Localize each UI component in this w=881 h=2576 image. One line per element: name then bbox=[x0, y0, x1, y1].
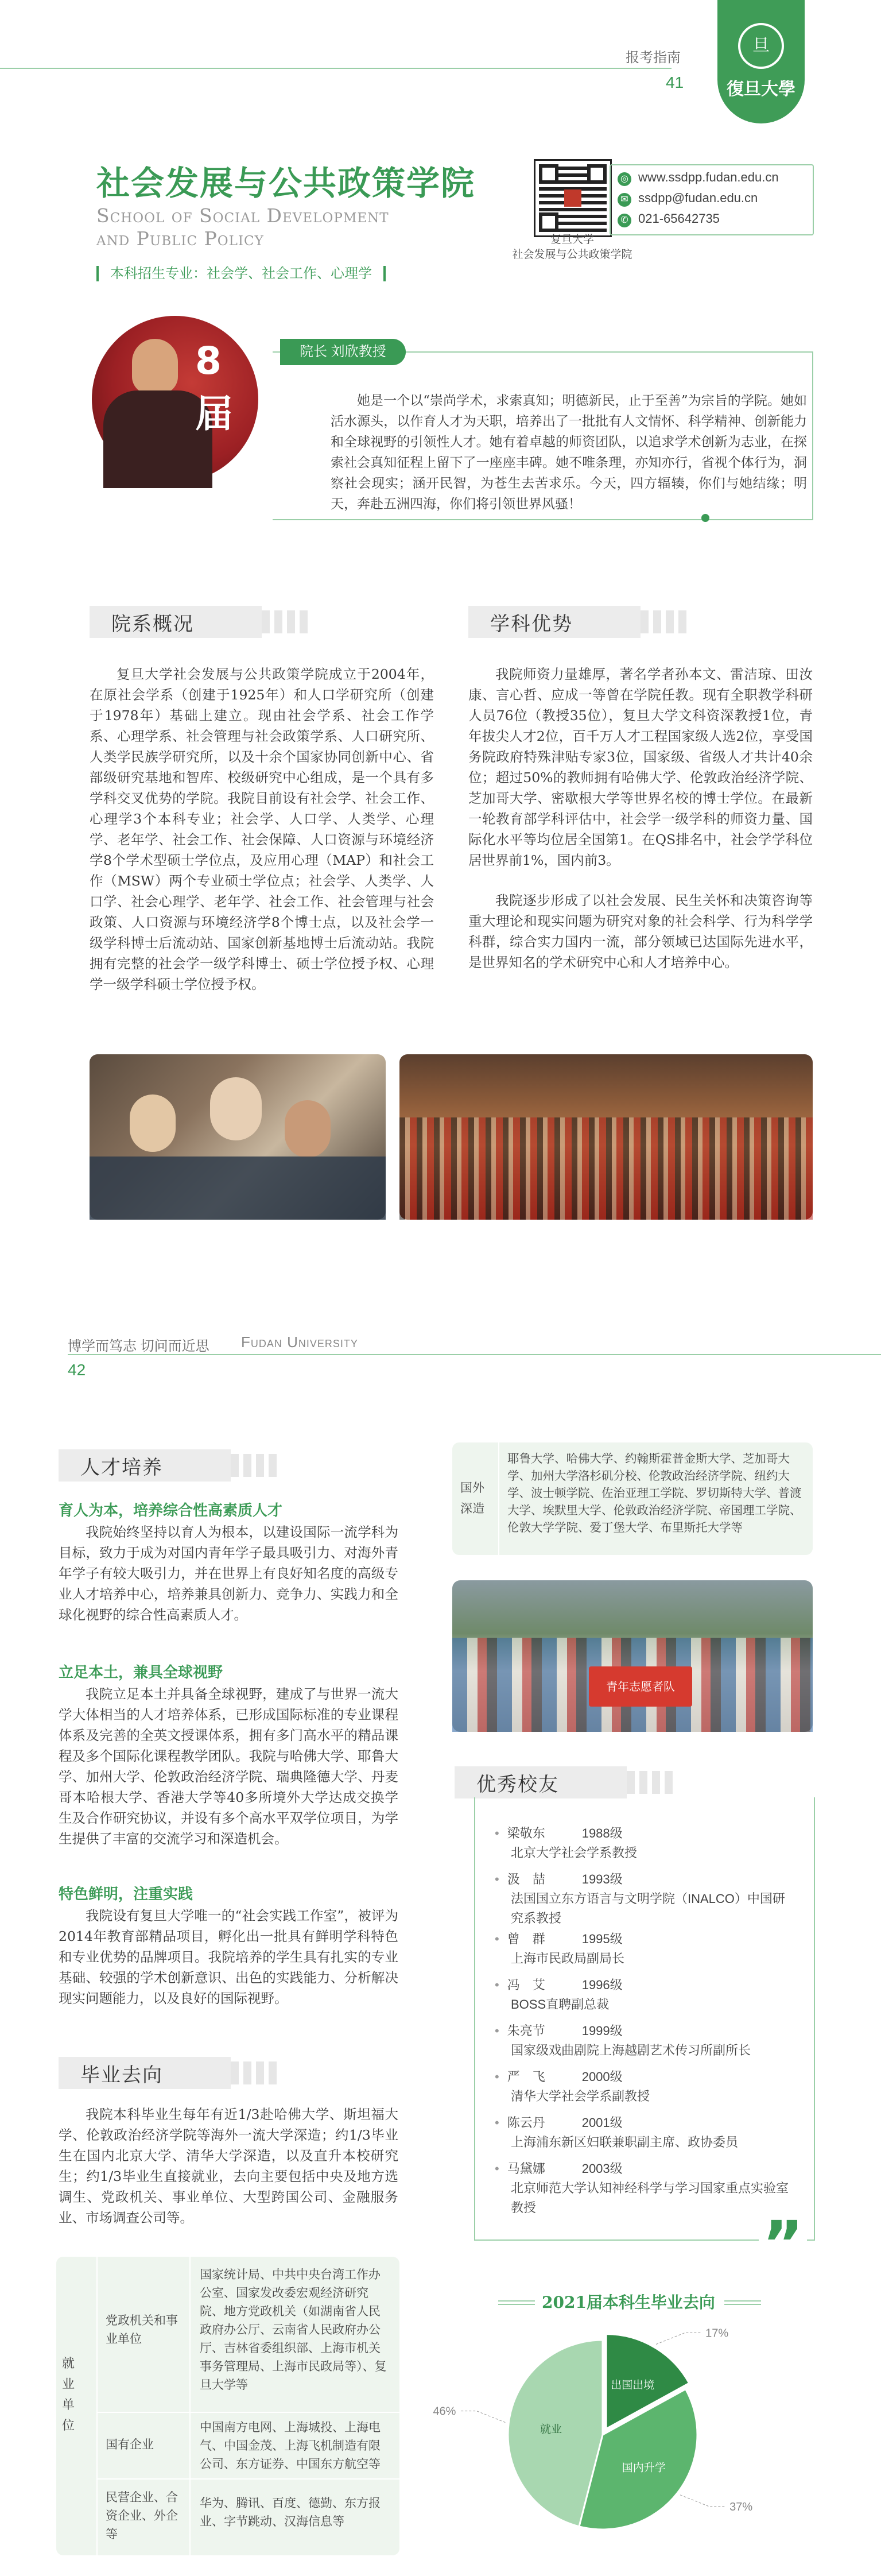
university-logo-icon: 旦 bbox=[738, 23, 784, 69]
alumni-desc: 上海市民政局副局长 bbox=[511, 1951, 625, 1966]
alumni-year: 1988级 bbox=[581, 1826, 623, 1840]
talent-sub-3: 特色鲜明，注重实践 bbox=[59, 1886, 193, 1903]
alumni-item: • 马黛娜 2003级 北京师范大学认知神经科学与学习国家重点实验室教授 bbox=[495, 2159, 793, 2218]
university-badge bbox=[717, 0, 805, 123]
pie-slice-label: 就业 bbox=[540, 2423, 562, 2436]
alumni-desc: 国家级戏曲剧院上海越剧艺术传习所副所长 bbox=[511, 2043, 751, 2057]
employment-label: 就业单位 bbox=[62, 2356, 75, 2432]
alumni-year: 2003级 bbox=[581, 2161, 623, 2176]
volunteer-group-photo bbox=[452, 1580, 813, 1732]
talent-text-1: 我院始终坚持以育人为根本，以建设国际一流学科为目标，致力于成为对国内青年学子最具吸引力、对海外青年学子有较大吸引力，并在世界上有良好知名度的高级专业人才培养中心，培养兼具创新力、竞争力、实践力和全球化视野的综合性高素质人才。 bbox=[59, 1524, 398, 1623]
badge-text: 復旦大學 bbox=[727, 79, 795, 99]
majors-line: 本科招生专业：社会学、社会工作、心理学 bbox=[96, 262, 386, 282]
alumni-item: • 朱亮节 1999级 国家级戏曲剧院上海越剧艺术传习所副所长 bbox=[495, 2021, 793, 2060]
alumni-desc: 法国国立东方语言与文明学院（INALCO）中国研究系教授 bbox=[511, 1892, 785, 1925]
alumni-name: 陈云丹 bbox=[507, 2115, 545, 2130]
pie-leader-line bbox=[656, 2333, 702, 2344]
college-title-en-2: and Public Policy bbox=[96, 227, 264, 250]
advantage-text-1: 我院师资力量雄厚，著名学者孙本文、雷洁琼、田汝康、言心哲、应成一等曾在学院任教。现有全职教学科研人员76位（教授35位），复旦大学文科资深教授1位，青年拔尖人才2位，百千万人才工程国家级人选2位，享受国务院政府特殊津贴专家3位，国家级、省级人才共计40余位；超过50%的教师拥有哈佛大学、伦敦政治经济学院、芝加哥大学、密歇根大学等世界名校的博士学位。在最新一轮教育部学科评估中，社会学一级学科的师资力量、国际化水平等均位居全国第1。在QS排名中，社会学学科位居世界前1%，国内前3。 bbox=[468, 666, 813, 868]
pie-percent-label: 17% bbox=[705, 2327, 729, 2340]
alumni-name: 冯 艾 bbox=[507, 1978, 545, 1992]
overview-text: 复旦大学社会发展与公共政策学院成立于2004年，在原社会学系（创建于1925年）和人口学研究所（创建于1978年）基础上建立。现由社会学系、社会工作学系、心理学系、社会管理与社会政策学系、人口研究所、人类学民族学研究所，以及十余个国家协同创新中心、省部级研究基地和智库、校级研究中心组成，是一个具有多学科交叉优势的学院。我院目前设有社会学、社会工作、心理学3个本科专业；社会学、人口学、人类学、心理学、老年学、社会工作、社会保障、人口资源与环境经济学8个学术型硕士学位点，及应用心理（MAP）和社会工作（MSW）两个专业硕士学位点；社会学、人类学、人口学、社会心理学、老年学、社会工作、社会管理与社会政策、人口资源与环境经济学8个博士点，以及社会学一级学科博士后流动站、国家创新基地博士后流动站。我院拥有完整的社会学一级学科博士、硕士学位授予权、心理学一级学科硕士学位授予权。 bbox=[90, 666, 434, 992]
qr-caption-1: 复旦大学 bbox=[550, 234, 594, 246]
dean-photo: 8届 bbox=[92, 316, 258, 482]
quote-mark-icon: ” bbox=[759, 2215, 807, 2273]
pie-slice-label: 国内升学 bbox=[622, 2462, 666, 2474]
employ-val-1: 中国南方电网、上海城投、上海电气、中国金茂、上海飞机制造有限公司、东方证券、中国东方航空等 bbox=[200, 2421, 381, 2471]
talent-text-2: 我院立足本土并具备全球视野，建成了与世界一流大学大体相当的人才培养体系，已形成国际标准的专业课程体系及完善的全英文授课体系，拥有多门高水平的精品课程及多个国际化课程教学团队。我院与哈佛大学、耶鲁大学、加州大学、伦敦政治经济学院、瑞典隆德大学、丹麦哥本哈根大学、香港大学等40多所境外大学达成交换学生及合作研究协议，并设有多个高水平双学位项目，为学生提供了丰富的交流学习和深造机会。 bbox=[59, 1686, 398, 1847]
employ-cat-2: 民营企业、合资企业、外企等 bbox=[106, 2491, 178, 2541]
talent-title: 人才培养 bbox=[59, 1449, 231, 1482]
page-number: 41 bbox=[666, 74, 684, 91]
dean-frame-dot bbox=[701, 514, 709, 522]
alumni-item: • 冯 艾 1996级 BOSS直聘副总裁 bbox=[495, 1975, 793, 2014]
college-title-cn: 社会发展与公共政策学院 bbox=[96, 164, 476, 203]
phone-icon: ✆ bbox=[618, 214, 631, 227]
overview-title: 院系概况 bbox=[90, 606, 262, 638]
contact-email[interactable]: ✉ ssdpp@fudan.edu.cn bbox=[618, 191, 758, 207]
talent-sub-1: 育人为本，培养综合性高素质人才 bbox=[59, 1502, 283, 1519]
alumni-item: • 梁敬东 1988级 北京大学社会学系教授 bbox=[495, 1824, 793, 1863]
college-title-en-1: School of Social Development bbox=[96, 204, 389, 227]
alumni-name: 马黛娜 bbox=[507, 2161, 545, 2176]
career-text: 我院本科毕业生每年有近1/3赴哈佛大学、斯坦福大学、伦敦政治经济学院等海外一流大学深造；约1/3毕业生在国内北京大学、清华大学深造，以及直升本校研究生；约1/3毕业生直接就业，去向主要包括中央及地方选调生、党政机关、事业单位、大型跨国公司、金融服务业、市场调查公司等。 bbox=[59, 2106, 398, 2226]
alumni-name: 汲 喆 bbox=[507, 1872, 545, 1886]
mail-icon: ✉ bbox=[618, 193, 631, 207]
pie-slice-label: 出国出境 bbox=[611, 2379, 655, 2392]
pie-title-rule-right bbox=[724, 2300, 761, 2305]
alumni-year: 1993级 bbox=[581, 1872, 623, 1886]
talent-sub-2: 立足本土，兼具全球视野 bbox=[59, 1664, 223, 1681]
advantage-title: 学科优势 bbox=[468, 606, 641, 638]
alumni-year: 1999级 bbox=[581, 2024, 623, 2038]
alumni-name: 梁敬东 bbox=[507, 1826, 545, 1840]
alumni-desc: BOSS直聘副总裁 bbox=[511, 1997, 610, 2012]
employ-cat-1: 国有企业 bbox=[106, 2438, 154, 2451]
page2-running-head-en: Fudan University bbox=[241, 1333, 358, 1351]
page2-number: 42 bbox=[68, 1361, 86, 1379]
employment-table bbox=[56, 2257, 399, 2555]
advantage-text-2: 我院逐步形成了以社会发展、民生关怀和决策咨询等重大理论和现实问题为研究对象的社会科学、行为科学学科群，综合实力国内一流，部分领域已达国际先进水平，是世界知名的学术研究中心和人才培养中心。 bbox=[468, 892, 813, 970]
alumni-name: 朱亮节 bbox=[507, 2024, 545, 2038]
alumni-desc: 上海浦东新区妇联兼职副主席、政协委员 bbox=[511, 2135, 739, 2149]
volunteer-banner: 青年志愿者队 bbox=[589, 1666, 692, 1707]
alumni-desc: 北京大学社会学系教授 bbox=[511, 1846, 638, 1860]
employ-val-0: 国家统计局、中共中央台湾工作办公室、国家发改委宏观经济研究院、地方党政机关（如湖南省人民政府办公厅、云南省人民政府办公厅、吉林省委组织部、上海市机关事务管理局、上海市民政局等）、复旦大学等 bbox=[200, 2268, 387, 2392]
alumni-year: 2001级 bbox=[581, 2115, 623, 2130]
alumni-title: 优秀校友 bbox=[455, 1766, 627, 1798]
page2-running-head-cn: 博学而笃志 切问而近思 bbox=[68, 1339, 209, 1354]
alumni-item: • 严 飞 2000级 清华大学社会学系副教授 bbox=[495, 2067, 793, 2106]
contact-phone[interactable]: ✆ 021-65642735 bbox=[618, 211, 720, 227]
pie-percent-label: 37% bbox=[729, 2500, 753, 2513]
career-title: 毕业去向 bbox=[59, 2057, 231, 2089]
contact-website[interactable]: ◎ www.ssdpp.fudan.edu.cn bbox=[618, 170, 779, 186]
employ-val-2: 华为、腾讯、百度、德勤、东方报业、字节跳动、汉海信息等 bbox=[200, 2497, 381, 2528]
alumni-name: 曾 群 bbox=[507, 1932, 545, 1946]
pie-leader-line bbox=[680, 2495, 726, 2507]
employ-cat-0: 党政机关和事业单位 bbox=[106, 2314, 178, 2346]
alumni-item: • 汲 喆 1993级 法国国立东方语言与文明学院（INALCO）中国研究系教授 bbox=[495, 1870, 793, 1928]
qr-code[interactable] bbox=[535, 161, 610, 235]
running-head: 报考指南 bbox=[626, 50, 681, 65]
abroad-text: 耶鲁大学、哈佛大学、约翰斯霍普金斯大学、芝加哥大学、加州大学洛杉矶分校、伦敦政治经济学院、纽约大学、波士顿学院、佐治亚理工学院、罗切斯特大学、普渡大学、埃默里大学、伦敦政治经济学院、帝国理工学院、伦敦大学学院、爱丁堡大学、布里斯托大学等 bbox=[507, 1452, 802, 1534]
dean-quote: 她是一个以“崇尚学术，求索真知；明德新民，止于至善”为宗旨的学院。她如活水源头，以作育人才为天职，培养出了一批批有人文情怀、科学精神、创新能力和全球视野的引领性人才。她有着卓越的师资团队，以追求学术创新为志业，在探索社会真知征程上留下了一座座丰碑。她不唯条理，亦知亦行，省视个体行为，洞察社会现实；涵开民智，为苍生去苦求乐。今天，四方辐辏，你们与她结缘；明天，奔赴五洲四海，你们将引领世界风骚！ bbox=[331, 393, 807, 512]
pie-percent-label: 46% bbox=[433, 2405, 456, 2418]
alumni-year: 1995级 bbox=[581, 1932, 623, 1946]
globe-icon: ◎ bbox=[618, 172, 631, 186]
abroad-box bbox=[452, 1442, 813, 1555]
lecture-hall-photo bbox=[399, 1054, 813, 1220]
alumni-year: 1996级 bbox=[581, 1978, 623, 1992]
alumni-year: 2000级 bbox=[581, 2070, 623, 2084]
pie-title: 2021届本科生毕业去向 bbox=[542, 2293, 715, 2312]
alumni-name: 严 飞 bbox=[507, 2070, 545, 2084]
talent-text-3: 我院设有复旦大学唯一的“社会实践工作室”，被评为2014年教育部精品项目，孵化出一批具有鲜明学科特色和专业优势的品牌项目。我院培养的学生具有扎实的专业基础、较强的学术创新意识、出色的实践能力、分析解决现实问题能力，以及良好的国际视野。 bbox=[59, 1908, 398, 2006]
dean-label: 院长 刘欣教授 bbox=[280, 339, 406, 365]
pie-title-rule-left bbox=[498, 2300, 535, 2305]
graduation-pie-chart bbox=[433, 2320, 838, 2561]
qr-caption-2: 社会发展与公共政策学院 bbox=[512, 249, 632, 261]
alumni-item: • 陈云丹 2001级 上海浦东新区妇联兼职副主席、政协委员 bbox=[495, 2113, 793, 2152]
pie-leader-line bbox=[459, 2411, 505, 2423]
alumni-desc: 清华大学社会学系副教授 bbox=[511, 2089, 650, 2103]
alumni-item: • 曾 群 1995级 上海市民政局副局长 bbox=[495, 1929, 793, 1968]
alumni-desc: 北京师范大学认知神经科学与学习国家重点实验室教授 bbox=[511, 2181, 789, 2215]
contact-box bbox=[610, 164, 814, 235]
students-photo bbox=[90, 1054, 386, 1220]
abroad-label: 国外深造 bbox=[460, 1482, 484, 1515]
